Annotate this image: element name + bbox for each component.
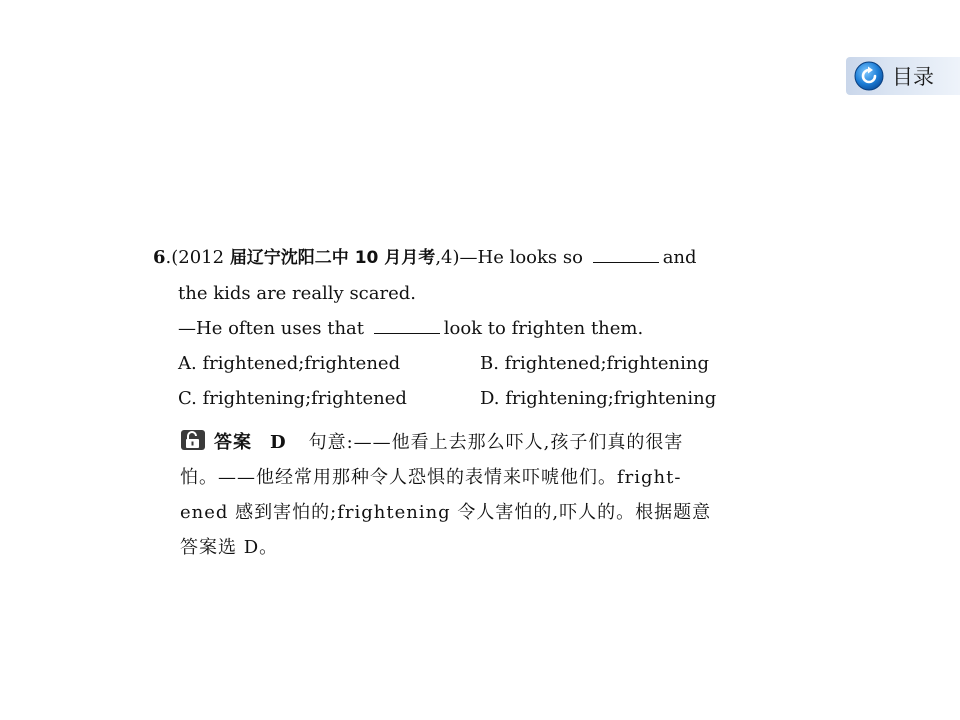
answer-line-1 — [180, 425, 800, 460]
option-b: B. frightened;frightening — [480, 353, 710, 374]
answer-line-2: 怕。——他经常用那种令人恐惧的表情来吓唬他们。fright- — [180, 467, 682, 488]
question-source-close: ,4) — [435, 247, 460, 268]
answer-blank-1 — [593, 246, 659, 263]
answer-label: 答案 — [214, 432, 252, 453]
option-d: D. frightening;frightening — [480, 388, 717, 409]
toc-label: 目录 — [892, 65, 934, 89]
question-prompt-1: —He looks so — [459, 247, 583, 268]
toc-button[interactable] — [846, 57, 960, 95]
question-line-1 — [153, 240, 813, 276]
question-source: 届辽宁沈阳二中 10 月月考 — [229, 248, 436, 268]
refresh-circle-icon — [854, 61, 884, 91]
option-a: A. frightened;frightened — [178, 353, 401, 374]
question-block — [153, 240, 813, 416]
question-prompt-2: —He often uses that — [178, 318, 365, 339]
answer-letter: D — [270, 432, 287, 453]
options-row-1 — [153, 346, 813, 381]
question-line-3 — [153, 311, 813, 346]
question-prompt-2-tail: look to frighten them. — [443, 318, 644, 339]
question-source-open: .(2012 — [165, 247, 230, 268]
answer-line-3: ened 感到害怕的;frightening 令人害怕的,吓人的。根据题意 — [180, 502, 712, 523]
answer-line-4: 答案选 D。 — [180, 537, 279, 558]
question-line-2: the kids are really scared. — [178, 283, 416, 304]
question-number: 6 — [153, 247, 166, 268]
option-c: C. frightening;frightened — [178, 388, 407, 409]
answer-block — [180, 425, 800, 565]
answer-explanation-1: 句意:——他看上去那么吓人,孩子们真的很害 — [308, 432, 684, 453]
question-prompt-1-tail: and — [662, 247, 697, 268]
lock-icon — [180, 429, 206, 451]
options-row-2 — [153, 381, 813, 416]
answer-blank-2 — [374, 317, 440, 334]
